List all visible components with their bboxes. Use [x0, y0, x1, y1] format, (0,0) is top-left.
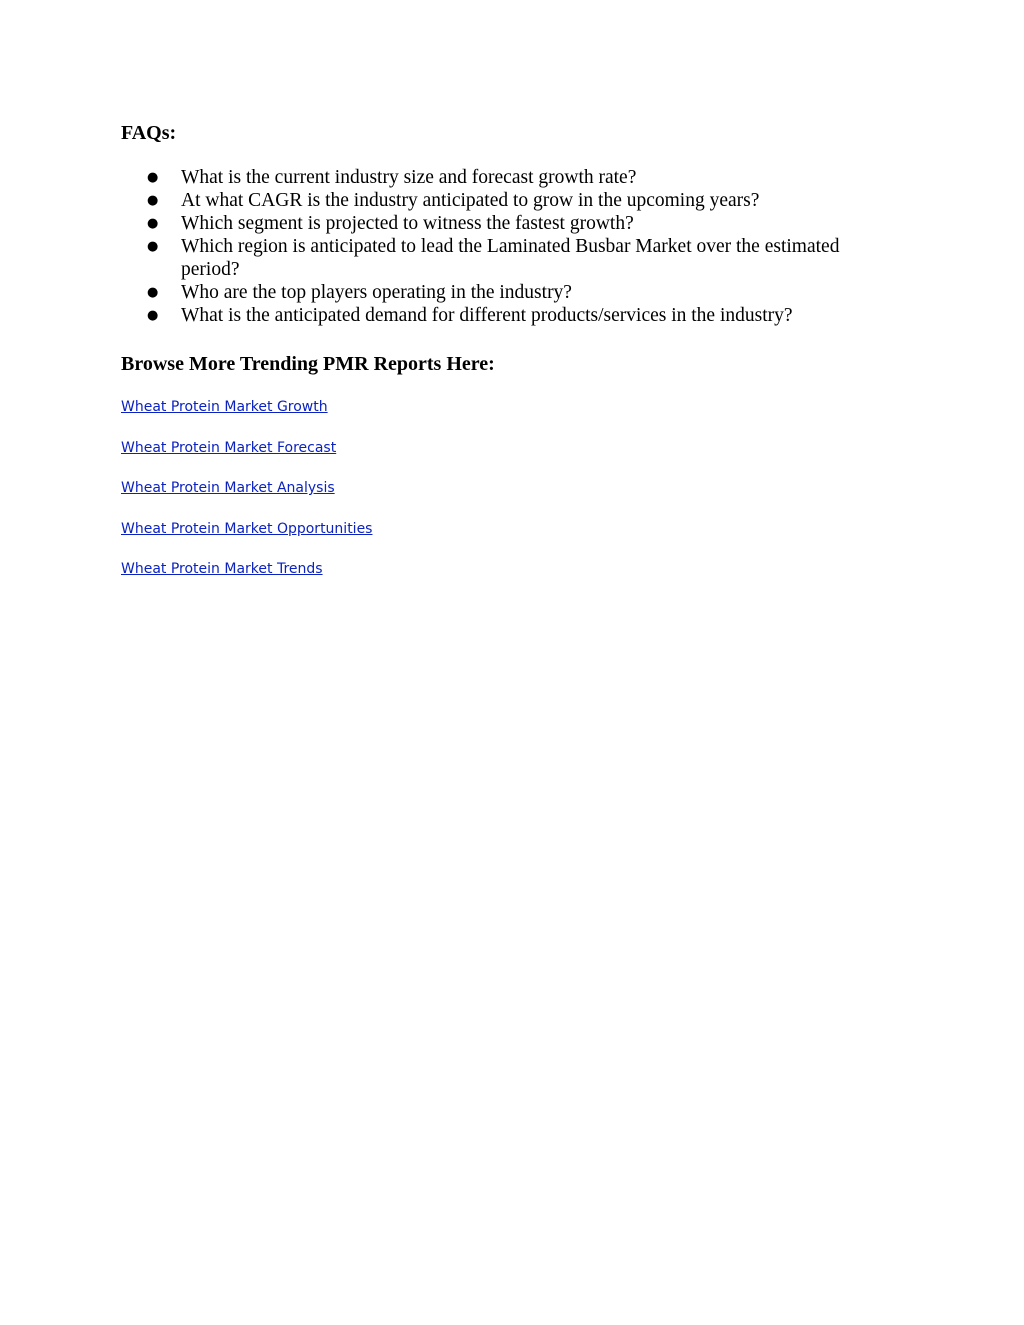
bullet-icon: ●: [147, 193, 159, 208]
report-link-growth[interactable]: Wheat Protein Market Growth: [121, 399, 328, 415]
faq-question: Who are the top players operating in the industry?: [181, 282, 572, 303]
faq-item: [121, 235, 881, 281]
report-links: [121, 398, 372, 601]
report-link-item: [121, 560, 372, 601]
report-link-item: [121, 520, 372, 561]
browse-reports-heading: Browse More Trending PMR Reports Here:: [121, 353, 495, 375]
faq-item: [121, 281, 881, 304]
faq-item: [121, 166, 881, 189]
bullet-icon: ●: [147, 239, 159, 254]
faq-question: What is the anticipated demand for different products/services in the industry?: [181, 305, 793, 326]
report-link-item: [121, 398, 372, 439]
report-link-item: [121, 479, 372, 520]
report-link-item: [121, 439, 372, 480]
report-link-analysis[interactable]: Wheat Protein Market Analysis: [121, 480, 335, 497]
faq-heading: FAQs:: [121, 122, 177, 144]
faq-question: Which segment is projected to witness the fastest growth?: [181, 213, 634, 234]
bullet-icon: ●: [147, 308, 159, 323]
report-link-trends[interactable]: Wheat Protein Market Trends: [121, 561, 323, 578]
faq-item: [121, 304, 881, 327]
report-link-opportunities[interactable]: Wheat Protein Market Opportunities: [121, 520, 373, 537]
faq-item: [121, 189, 881, 212]
faq-list: [121, 166, 881, 327]
report-link-forecast[interactable]: Wheat Protein Market Forecast: [121, 439, 337, 456]
faq-question: At what CAGR is the industry anticipated to grow in the upcoming years?: [181, 190, 760, 211]
faq-item: [121, 212, 881, 235]
bullet-icon: ●: [147, 170, 159, 185]
faq-question: What is the current industry size and forecast growth rate?: [181, 167, 637, 188]
bullet-icon: ●: [147, 285, 159, 300]
faq-question: Which region is anticipated to lead the Laminated Busbar Market over the estimated period?: [181, 236, 840, 280]
bullet-icon: ●: [147, 216, 159, 231]
